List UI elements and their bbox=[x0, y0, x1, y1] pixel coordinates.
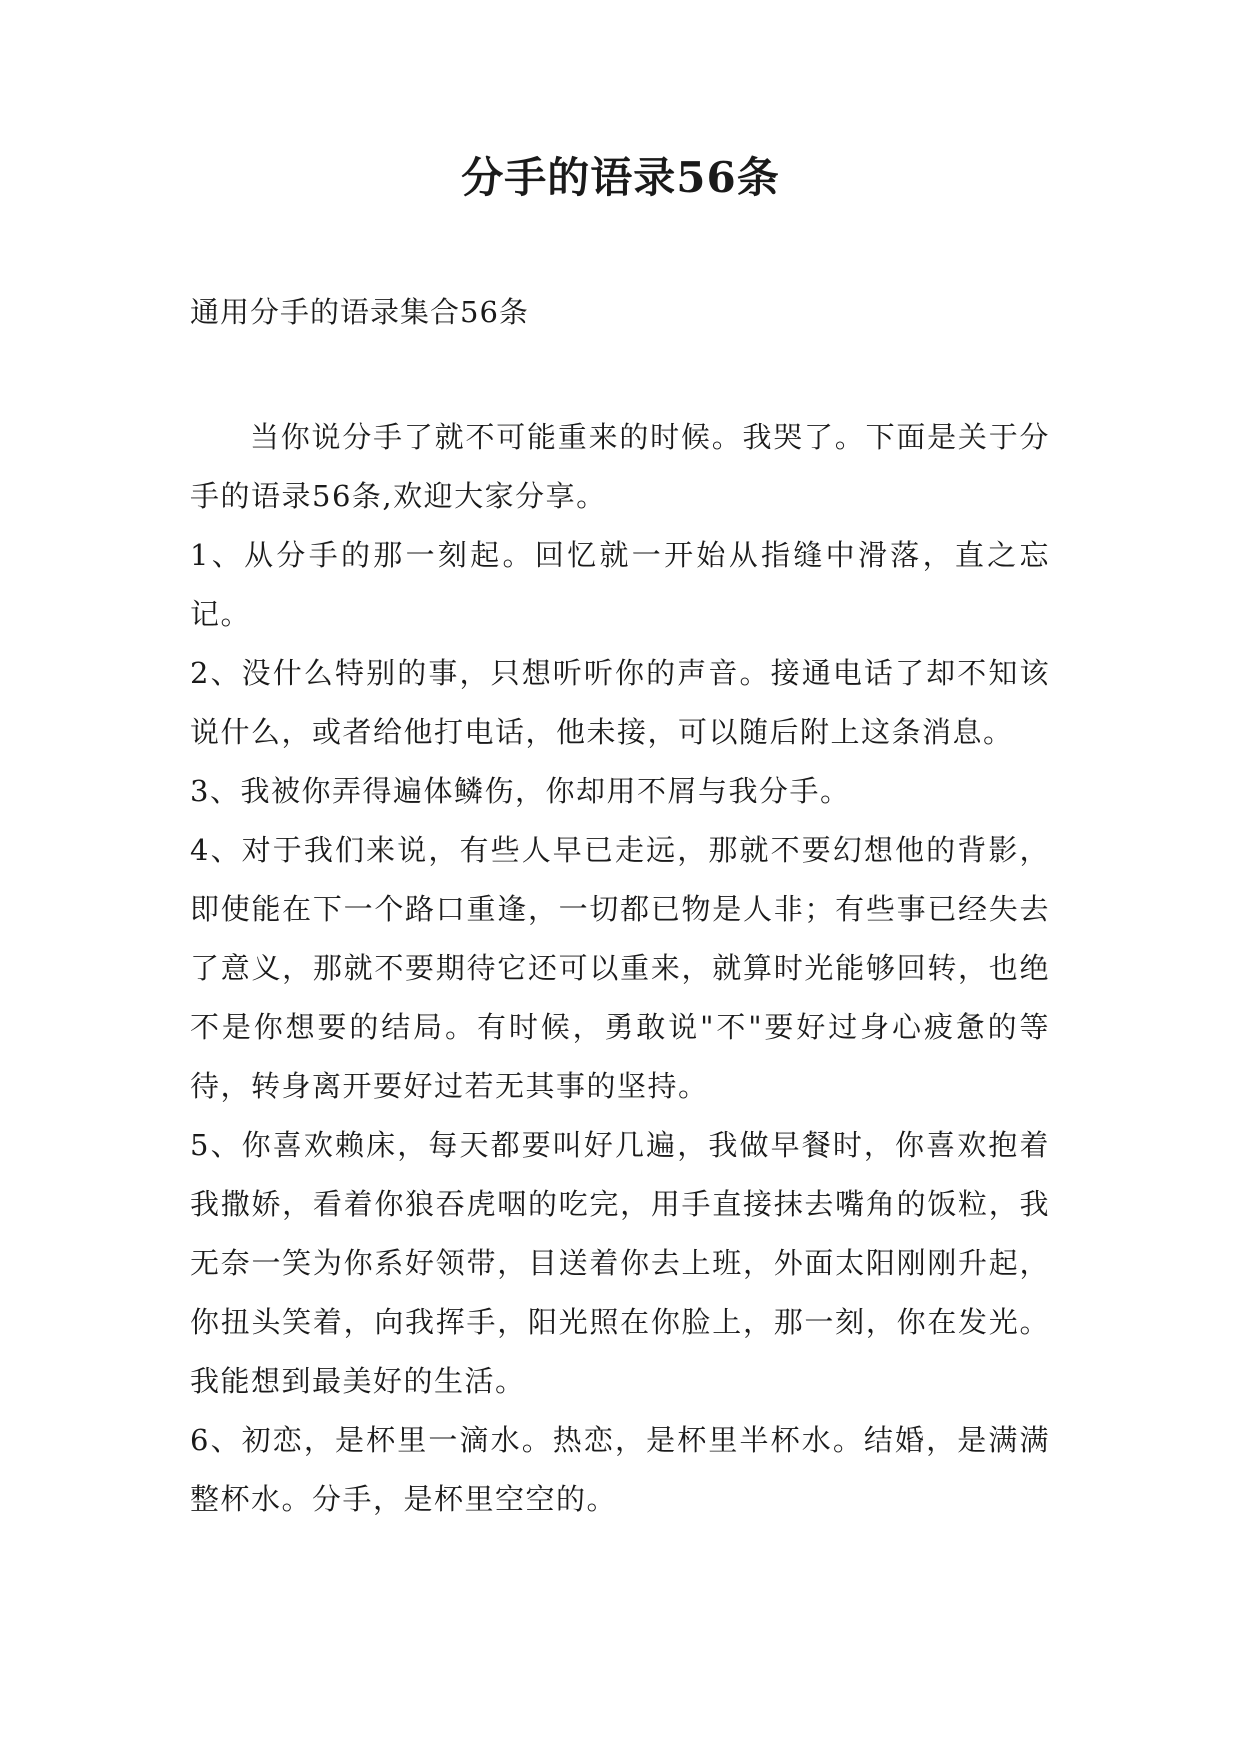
document-title: 分手的语录56条 bbox=[461, 153, 780, 202]
quote-item-2: 2、没什么特别的事，只想听听你的声音。接通电话了却不知该说什么，或者给他打电话，他未接，可以随后附上这条消息。 bbox=[190, 656, 1050, 749]
quote-item-1: 1、从分手的那一刻起。回忆就一开始从指缝中滑落，直之忘记。 bbox=[190, 538, 1050, 631]
quote-item-4: 4、对于我们来说，有些人早已走远，那就不要幻想他的背影，即使能在下一个路口重逢，一切都已物是人非；有些事已经失去了意义，那就不要期待它还可以重来，就算时光能够回转，也绝不是你想要的结局。有时候，勇敢说"不"要好过身心疲惫的等待，转身离开要好过若无其事的坚持。 bbox=[190, 833, 1050, 1103]
intro-paragraph: 当你说分手了就不可能重来的时候。我哭了。下面是关于分手的语录56条,欢迎大家分享。 bbox=[190, 420, 1050, 513]
quote-item-3: 3、我被你弄得遍体鳞伤，你却用不屑与我分手。 bbox=[190, 774, 851, 808]
quote-item-6: 6、初恋，是杯里一滴水。热恋，是杯里半杯水。结婚，是满满整杯水。分手，是杯里空空的。 bbox=[190, 1423, 1050, 1516]
document-body bbox=[190, 408, 1050, 1529]
document-subtitle: 通用分手的语录集合56条 bbox=[190, 295, 529, 329]
quote-item-5: 5、你喜欢赖床，每天都要叫好几遍，我做早餐时，你喜欢抱着我撒娇，看着你狼吞虎咽的吃完，用手直接抹去嘴角的饭粒，我无奈一笑为你系好领带，目送着你去上班，外面太阳刚刚升起，你扭头笑着，向我挥手，阳光照在你脸上，那一刻，你在发光。我能想到最美好的生活。 bbox=[190, 1128, 1050, 1398]
